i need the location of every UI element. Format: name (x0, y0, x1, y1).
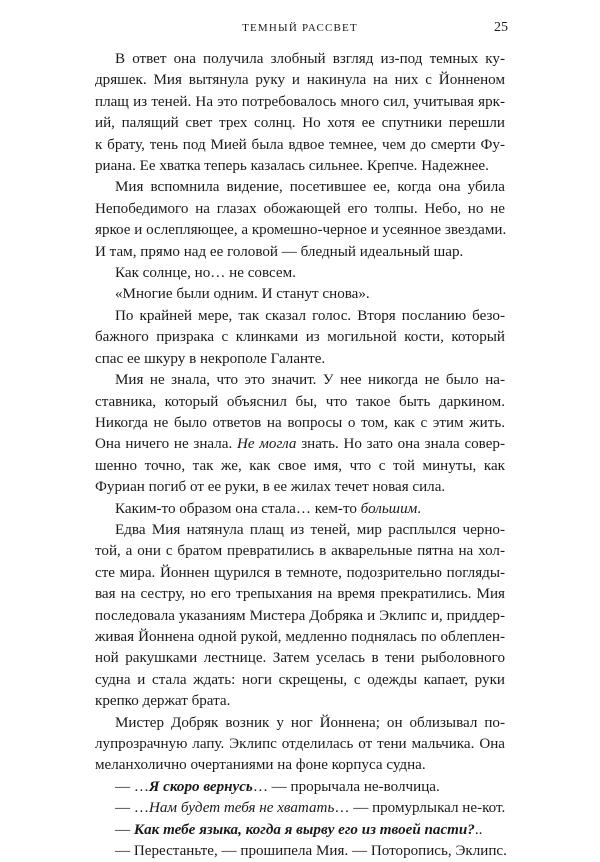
text-line: В ответ она получила злобный взгляд из-под темных ку- (115, 51, 505, 67)
text-line: «Многие были одним. И станут снова». (115, 286, 370, 303)
page-number: 25 (494, 20, 508, 35)
italic-emphasis: Не могла (236, 436, 297, 453)
text-line: И там, прямо над ее головой — бледный идеальный шар. (95, 243, 464, 260)
text-line: живая Йоннена одной рукой, медленно поднялась по облеплен- (95, 628, 505, 645)
text-line: риана. Ее хватка теперь казалась сильнее. Крепче. Надежнее. (95, 158, 489, 175)
page-header (0, 22, 600, 42)
text-line: к брату, тень под Мией была вдвое темнее, чем до смерти Фу- (95, 136, 505, 153)
text-line: последовала указаниям Мистера Добряка и Эклипс и, приддер- (95, 607, 505, 624)
text-line: яркое и ослепляющее, а кромешно-черное и усеянное звездами. (95, 222, 507, 239)
dialogue-line (95, 841, 505, 862)
text-line: Едва Мия натянула плащ из теней, мир расплылся черно- (115, 521, 505, 538)
text-line: шенно точно, так же, как свое имя, что с той минуты, как (95, 457, 505, 474)
text-line: судна и стала ждать: ноги скрещены, с одежды капает, руки (95, 671, 505, 688)
text-line: сте мира. Йоннен щурился в темноте, подозрительно погляды- (95, 564, 505, 581)
text-line: дряшек. Мия вытянула руку и накинула на них с Йонненом (95, 72, 505, 89)
text-line: — Перестаньте, — прошипела Мия. — Поторопись, Эклипс. (115, 843, 507, 860)
dialogue-line (95, 798, 505, 819)
running-title: ТЕМНЫЙ РАССВЕТ (242, 22, 358, 34)
text-line: ной ракушками лестнице. Затем уселась в тени рыболовного (95, 650, 505, 667)
text-line: плащ из теней. На это потребовалось много сил, учитывая ярк- (95, 93, 505, 110)
text-line (95, 798, 505, 819)
paragraph (95, 263, 505, 284)
italic-emphasis: большим (360, 500, 418, 517)
text-line (95, 499, 505, 520)
text-line: бажного призрака с клинками из могильной кости, который (95, 329, 505, 346)
text-run: … — промурлыкал не-кот. (334, 800, 506, 817)
text-run: .. (474, 821, 483, 838)
text-line: По крайней мере, так сказал голос. Вторя посланию безо- (115, 307, 505, 324)
text-line: Непобедимого на глазах обожающей его толпы. Небо, но не (95, 200, 505, 217)
text-line: той, а они с братом превратились в акварельные пятна на хол- (95, 543, 505, 560)
text-line: вая на сестру, но его трепыхания на время прекратились. Мия (95, 586, 505, 603)
text-run: … — прорычала не-волчица. (252, 778, 440, 795)
text-line: Фуриан погиб от ее руки, в ее жилах течет новая сила. (95, 479, 446, 496)
paragraph (95, 177, 505, 263)
body-text (95, 49, 505, 862)
bold-italic-speech: Я скоро вернусь (148, 778, 253, 795)
bold-italic-speech: Как тебе языка, когда я вырву его из твоей пасти? (133, 821, 475, 838)
paragraph (95, 520, 505, 713)
paragraph (95, 370, 505, 498)
text-run: — … (115, 778, 149, 795)
dialogue-line (95, 777, 505, 798)
text-line (95, 777, 505, 798)
text-run: — … (115, 800, 149, 817)
text-run: знать. Но зато она знала совер- (296, 436, 505, 453)
text-run: . (417, 500, 422, 517)
dialogue-line (95, 820, 505, 841)
text-line: крепко держат брата. (95, 693, 231, 710)
text-line: меланхолично очертаниями на фоне корпуса судна. (95, 757, 426, 774)
text-line: Мистер Добряк возник у ног Йоннена; он облизывал по- (115, 714, 505, 731)
text-line: спас ее шкуру в некрополе Галанте. (95, 350, 326, 367)
text-line: лупрозрачную лапу. Эклипс отделилась от тени мальчика. Она (95, 736, 505, 752)
paragraph (95, 306, 505, 370)
paragraph (95, 49, 505, 177)
paragraph (95, 284, 505, 305)
text-line: Мия не знала, что это значит. У нее никогда не было на- (115, 372, 505, 389)
text-run: Каким-то образом она стала… кем-то (115, 500, 361, 517)
text-line: ставника, который объяснил бы, что такое быть даркином. (95, 393, 505, 410)
text-line: Как солнце, но… не совсем. (115, 265, 296, 282)
text-line: Никогда не было ответов на вопросы о том, как с этим жить. (95, 414, 505, 431)
text-run: Она ничего не знала. (95, 436, 237, 453)
italic-speech: Нам будет тебя не хватать (148, 800, 335, 817)
text-run: — (115, 821, 134, 838)
paragraph (95, 499, 505, 520)
text-line: ий, палящий свет трех солнц. Но хотя ее спутники перешли (95, 115, 505, 132)
text-line: Мия вспомнила видение, посетившее ее, когда она убила (115, 179, 505, 196)
paragraph (95, 713, 505, 777)
text-line (95, 434, 505, 455)
text-line (95, 820, 505, 841)
